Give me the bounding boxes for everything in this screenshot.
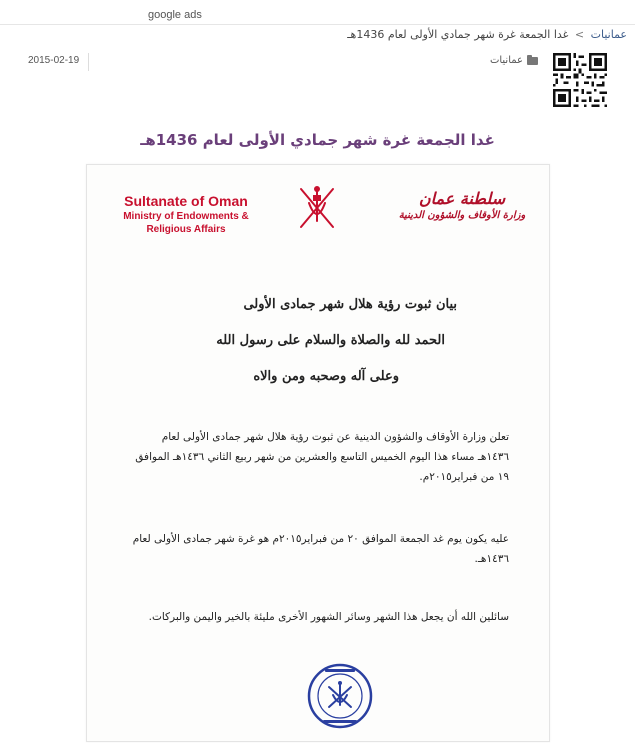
post-date: 2015-02-19: [28, 55, 80, 66]
category-label: عمانيات: [489, 55, 523, 66]
en-header-line3: Religious Affairs: [146, 224, 226, 235]
breadcrumb-separator: >: [574, 28, 585, 41]
ministry-arabic-header: [387, 189, 537, 221]
ministry-english-header: [101, 193, 271, 235]
statement-heading: بيان ثبوت رؤية هلال شهر جمادى الأولى: [243, 297, 457, 312]
google-ads-label: google ads: [148, 9, 202, 21]
ministry-seal-icon: [307, 663, 373, 729]
en-header-line1: Sultanate of Oman: [124, 193, 248, 209]
oman-emblem-icon: [295, 181, 339, 233]
en-header-line2: Ministry of Endowments &: [123, 211, 249, 222]
article-title: غدا الجمعة غرة شهر جمادي الأولى لعام 1436هـ: [140, 131, 495, 149]
breadcrumb-home-link[interactable]: عمانيات: [590, 28, 627, 41]
article-meta: [8, 53, 548, 73]
article-page: [0, 24, 635, 743]
announcement-paragraph-2: عليه يكون يوم غد الجمعة الموافق ٢٠ من فبراير٢٠١٥م هو غرة شهر جمادى الأولى لعام ١٤٣٦هـ.: [132, 533, 509, 565]
meta-divider: [88, 53, 89, 71]
qr-code-icon[interactable]: [553, 53, 607, 107]
announcement-document: [86, 164, 550, 742]
praise-line-2: وعلى آله وصحبه ومن والاه: [253, 369, 399, 384]
breadcrumb-current: غدا الجمعة غرة شهر جمادي الأولى لعام 1436هـ: [347, 28, 569, 41]
praise-line: الحمد لله والصلاة والسلام على رسول الله: [216, 333, 445, 348]
folder-icon: [527, 57, 538, 65]
announcement-paragraph-3: سائلين الله أن يجعل هذا الشهر وسائر الشهور الأخرى مليئة بالخير واليمن والبركات.: [148, 611, 509, 623]
ar-header-line1: سلطنة عمان: [418, 189, 506, 208]
breadcrumb: [347, 28, 627, 41]
ar-header-line2: وزارة الأوقاف والشؤون الدينية: [398, 210, 526, 221]
category-link[interactable]: [490, 55, 542, 66]
announcement-paragraph-1: تعلن وزارة الأوقاف والشؤون الدينية عن ثبوت رؤية هلال شهر جمادى الأولى لعام ١٤٣٦هـ مساء هذا اليوم الخميس التاسع والعشرين من شهر ربيع الثاني ١٤٣٦هـ الموافق ١٩ من فبراير٢٠١٥م.: [135, 431, 509, 483]
